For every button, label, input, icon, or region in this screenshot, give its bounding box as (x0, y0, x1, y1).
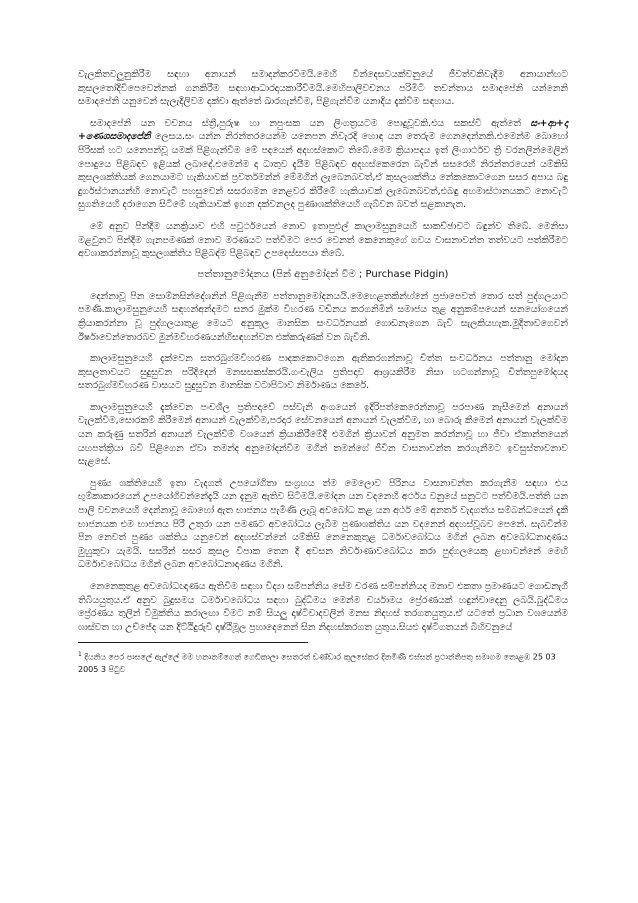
paragraph-3: මේ අනුව පින්දීම යනක්‍රියාව එහි පවුර්ථයෙන් නොව ඉතාපුළුල් කාලාමසුනුයෙහි සාකච්ඡාවට බඳුන්ව තිබේ. මෙනිසා මළවුනට පින්දීම ගැනපමණක් නොව මරණයට පත්වීමට පෙර වෙනත් කෙනෙකුගේ ගවය වාසනාවන්ත තත්වයට පත්කිරීමට අවශාකරන්නාවූ කුසලශක්තිය පිළිබඳ්ම පිළිබඳව උපදෙස්සපයා තිබේ. (78, 220, 568, 260)
paragraph-2 (78, 117, 568, 212)
paragraph-8: නෙනෙකුතුළ අවබෝධඥාණය ඇතිවීම සඳහා විද්‍යා සම්පන්නිය සේම චරණ සම්පන්නියද මනාව එකතා ප්‍රමාණයට ගොඩනැගී තිබියයුතුය.ඒ අනුව බුදුසමය ධර්මාවබෝධය සඳහා බුද්ධිමය මෙන්ම චර්යාමය ප්‍රේරණයක් හඳුන්වාදෙනු ලබයි.බුද්ධිමය ප්‍රේරණය තුලින් විමුක්තිය කරාලඟා වීමට නම් සියලු දෘෂ්ටිවාදවලින් මනස නිදහස් තරගතයුතුය.ඒ යටතේ ප්‍රධාන වශයෙන්ම ශාස්වත හා උච්ජේද යන දිට්ඨිදුරුවී දෘෂ්ඨිමූල ප්‍රහාදෙනෙන් සින නිදහස්කරගත යුතුය.සියළු දෘෂ්ටිගතයන් බිහිවනුයේ (78, 581, 568, 633)
paragraph-5: කාලාමසුනුයෙහි දැක්වෙන සතරබුග්මවිහරණ පාදකකොටගෙන ඇතිකරගන්නාවූ චිත්ත සංවර්ධනය පත්තානු මෝදන කුසලතාවයට සුදුසුවන පරිදිදෙන් මනසසකස්කරයි.ගංචැලිය ප්‍රතිපදාව ආශ්‍රයකිරීම නිසා හටගන්නාවූ චිත්තපුමෝදයද සතරබුග්මවිහරණ වාසයට සුදුසුවන මානසික වටාපිටාව නිර්මාණය කෙරේ. (78, 353, 568, 392)
paragraph-2-continued: ලෙසය.සං යන්න නිරන්තරයෙන්ම යනෙපන නිවැරදි හොඳ යන තෙරුම ගෙනදෙන්නකි.එමෙන්ම බොහෝ පිරිසක් හට යනෙපන්වූ යමක් පිළිගැන්වීම මේ පදයෙන් අදහස්කොට තිබේ.මෙම ක්‍රියාපදය ඉත් ලිංගාර්ථව ත්‍රි වරනලින්මෙලින් පොදුයෙ පිළිබඳව ඉළියක් ලබාදේ.එමෙන්ම දා ධාතුව දැයීම පිළිබඳව අදහස්කෙරෙන බැවින් සසරෙහි නිරන්තරයෙන් යම්කිසි කුසලශක්තියක් ගෙනයාමට හැකියාවක් ප්‍රවර්තමන්න් මේමගින් ලැබෙනබවත්,ඒ කුසලශක්තිය නේකකොටගෙන සසර අපාය බඳු දුර්ගස්ථානයන්හි නොවැටී පහසුවෙන් සසරගමන නෙළවර කිරීමේ හැකියාවක් ලැබෙනබවත්,එබඳු අහමාස්ථානයකට නොවැටී සුගතියෙහි දරාගෙන සිටීමේ හැකියාවක් ඉහන දක්වනලද පුණාශක්තියෙහි ගැබ්වන බවත් සළකානැත. (78, 131, 568, 211)
document-page (78, 68, 568, 675)
paragraph-1: වැලකිතවලුනුකිරීම සඳහා අනායන් සමාදන්කරවීමයි.මෙහි වින්දෙසවයක්වනුයේ ජීවත්වකිවැදීම අනායාන්හට කුසලතෝදිවිපෙවෙන්නක් ගනකිරීම සඳහාආධාරදායකාරීවීමයි.මෙහිපාලිවචනය පරිමිටි තචන්තාය සමාදපේනි යන්නෙනි සමාදපේනි යනුවෙන් සැලැදිලිවම දක්වා ඇත්තේ ඛාරගැන්වීම, පිළිගැන්වීම යනාදිය දැක්වීම සඳහාය. (78, 69, 568, 108)
paragraph-6: කාලාමසුනුයෙහි දැක්වෙන පංචශීල ප්‍රතිපදාවේ පස්වැනි අංගයෙන් ඉදිරිපත්කෙරෙන්නාවූ පරපාණ නැසීමෙන් අනායන් වැලක්වීම,සොරකම් කිරීමෙන් අනායන් වැලක්වීම,පරදාර සේවනයෙන් අනායන් වැලක්වීම, හා බොරු කීමෙන් අනායන් වැලක්වීම යන කරුණු සතරින් අනායන් වැලක්වීම් වශයෙන් ක්‍රියාකිරීමේදී එමගින් ක්‍රියාවන් අනුමත කරන්නාවූ හා ජීවා ඒකාන්තයෙන් යහපත්ක්‍රියා බවි පිළිගෙන ඒවා තමන්ද අනුමෝදන්වීම මගින් තමන්ගේ ජීවින වාසනාවන්ත කරගැනීමට ඉවසුස්තාවනාව සැළසේ. (78, 401, 568, 468)
paragraph-4: දෙන්නාවූ පින සොම්නසින්දේශනින් පිළිගැනීම පත්තානුමෝදනයයි.මෙහෙළතකින්හ්නේ ප්‍රජාපෙවත් තොර සත් පුද්ගලයාට පමණි.කාලාමසුනුයෙහි සඳහන්අන්දමට සනර මුක්ම විහරණ වඩිනය කරගනිමින් සමාජය තුළ අනුකම්පයෙන් සනයෝගයෙන් ක්‍රියාකරන්නා වූ පුද්ගලයාතුළ මෙයට අනුකූල මානසික සංවර්ධනයක් ගොඩනැගෙන බැවි සැලකියහැක.මුදිතාවගෙවන් ඊර්ෂාවෙන්තොරබව මුන්මවිහරණයන්හිසඳහන්වන එක්කරුණක් වන බැවිනි. (78, 290, 568, 343)
footnote-text: දියනිය පෙර පාසලේ ඇල්ලේ මම හනානම්ගෙන් ගෙඩිකාලා සෙතරත් ඩණ්ඩාර කුලසේකර දිනමිණි එස්සන් ප්‍රථාන්තිපතු සමාගම තොළඹ 25 03 2005 3 පිටුව (78, 653, 556, 674)
paragraph-7: පුණ්‍ය ශක්තියෙහි ඉතා වැදගත් උපයෝගිතා සංග්‍රහය ත්ම මෙලොව පිරිනය වාසනාවන්ත කරගැනීම සඳහා එය භුම්කාකාරයෙන් උපයෝගිවන්නේදැයි යන දැනුම ඇතිව සිටීමයි.මෝදන යන වදනෙහි අර්ථය වනුයේ සනුටට පත්වීමයි.පත්ති යන පාලි වචනයෙහි දෙන්නාවූ බොහෝ ඇත භාජනය පැමිණි ලැබූ අවබෝධ කළ යන අර්ථ මේ අනර්ත වැදගත්ය සම්බන්ධයෙන් දැකී භාජනයක එම භාජනය පිරී උතුරා යන පමණට අවබෝධය ලැබීම පුණාශක්තිය යන වදනෙන් අදහස්වූබව පෙනේ. සැබවින්ම පින නෙවත් පුණ්‍ය ශක්තිය යනුවෙන් අදහස්වන්නේ යම්කිසි නෙනෙකුතුළ ධර්මාවබෝධය මගින් ලබන අවබෝධනාදාණය මුහුකුවා යැමයි. සසරින් සසර කුසල විපාක තෙන දී අවසන නිර්වාණාවබෝධය කරා පුද්ගලයෙකු ළඟාවන්නේ මෙහි ධර්මාවබෝධය මගින් ලබන අවබෝධනාදාණය මගිනි. (78, 477, 568, 571)
footnote-divider (78, 642, 308, 643)
footnote-marker: 1 (78, 651, 82, 659)
footnote (78, 649, 568, 675)
paragraph-2-text: සමාදපේනි යන වචනය ස්ත්‍රී,පුරුෂ හා නපුංසක යන ලිංගත්‍රයටම පොදුවූවකි.එය සකස්වී ඇත්තේ (90, 117, 521, 129)
section-heading: පත්තානුමෝදනය (පින් අනුමෝදන් වීම ; Purchase Pidgin) (197, 268, 449, 280)
etymology-formula: සං+ආ+දා +ණෙශසමාදපේනි (78, 117, 568, 143)
